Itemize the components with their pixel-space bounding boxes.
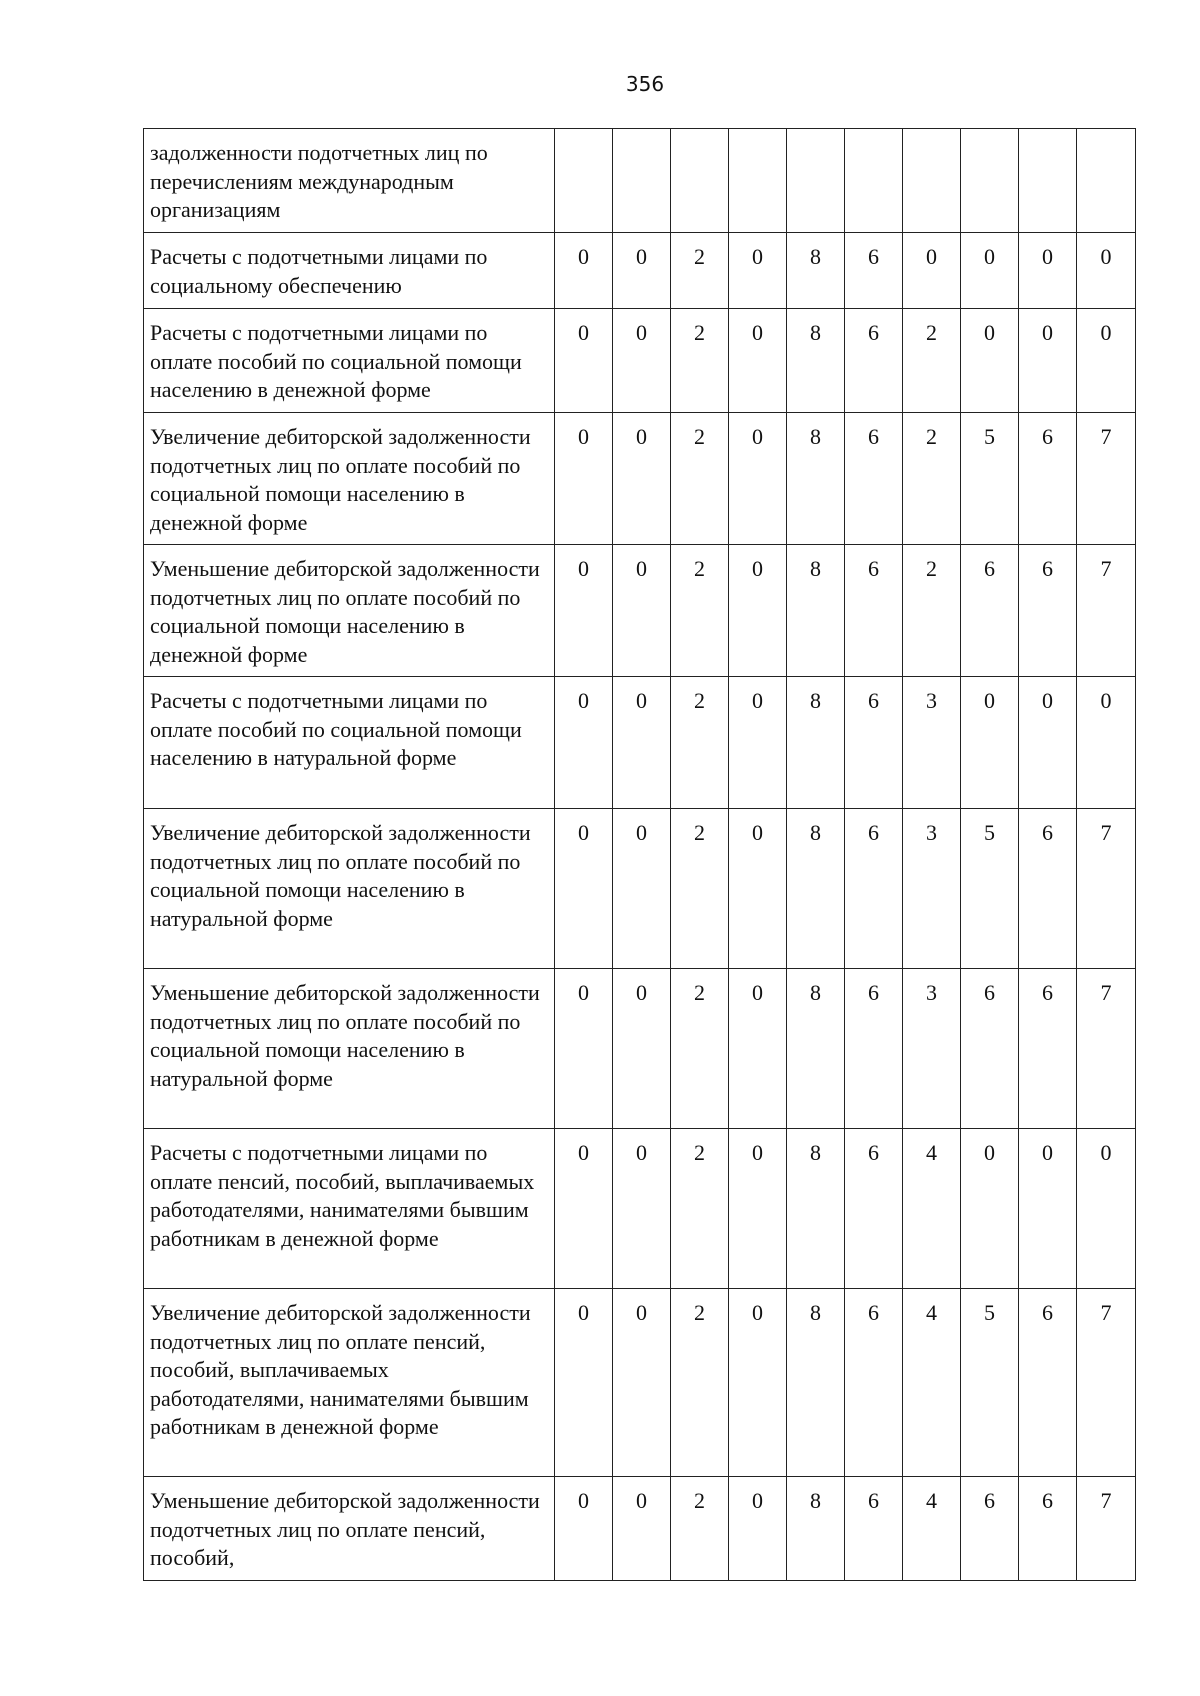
- account-digit-cell: 0: [555, 233, 613, 309]
- table-row: [144, 413, 1136, 545]
- account-digit-cell: 0: [1019, 233, 1077, 309]
- account-digit-cell: 0: [555, 969, 613, 1129]
- account-digit-cell: 2: [903, 545, 961, 677]
- account-digit-cell: 5: [961, 809, 1019, 969]
- account-digit-cell: 6: [1019, 413, 1077, 545]
- account-digit-cell: 6: [845, 309, 903, 413]
- account-digit-cell: 6: [1019, 809, 1077, 969]
- account-digit-cell: 6: [845, 1477, 903, 1581]
- account-digit-cell: 0: [729, 413, 787, 545]
- account-digit-cell: [671, 129, 729, 233]
- account-digit-cell: 8: [787, 545, 845, 677]
- account-digit-cell: 8: [787, 677, 845, 809]
- account-digit-cell: 0: [613, 309, 671, 413]
- account-digit-cell: 2: [671, 1289, 729, 1477]
- account-digit-cell: 0: [729, 233, 787, 309]
- account-digit-cell: 4: [903, 1289, 961, 1477]
- account-digit-cell: 8: [787, 233, 845, 309]
- account-digit-cell: 8: [787, 969, 845, 1129]
- account-digit-cell: 0: [613, 677, 671, 809]
- row-description: Увеличение дебиторской задолженности подотчетных лиц по оплате пенсий, пособий, выплачиваемых работодателями, нанимателями бывшим работникам в денежной форме: [144, 1289, 555, 1477]
- account-digit-cell: 0: [613, 1289, 671, 1477]
- account-digit-cell: 0: [555, 413, 613, 545]
- account-digit-cell: 0: [555, 1289, 613, 1477]
- table-row: [144, 969, 1136, 1129]
- account-digit-cell: 6: [845, 809, 903, 969]
- account-digit-cell: 0: [613, 809, 671, 969]
- account-digit-cell: 6: [961, 545, 1019, 677]
- account-digit-cell: 7: [1077, 545, 1136, 677]
- page-number: 356: [625, 72, 665, 96]
- row-description: Расчеты с подотчетными лицами по оплате пенсий, пособий, выплачиваемых работодателями, нанимателями бывшим работникам в денежной форме: [144, 1129, 555, 1289]
- account-digit-cell: 5: [961, 413, 1019, 545]
- account-digit-cell: 0: [1077, 309, 1136, 413]
- row-description: Уменьшение дебиторской задолженности подотчетных лиц по оплате пособий по социальной помощи населению в денежной форме: [144, 545, 555, 677]
- account-digit-cell: 3: [903, 969, 961, 1129]
- table-row: [144, 1129, 1136, 1289]
- account-digit-cell: 0: [613, 969, 671, 1129]
- account-digit-cell: 3: [903, 809, 961, 969]
- account-digit-cell: 2: [671, 809, 729, 969]
- account-digit-cell: 0: [555, 545, 613, 677]
- account-digit-cell: 0: [1077, 233, 1136, 309]
- account-digit-cell: 8: [787, 809, 845, 969]
- table-body: [144, 129, 1136, 1581]
- account-digit-cell: 0: [555, 309, 613, 413]
- account-digit-cell: 0: [729, 1129, 787, 1289]
- account-digit-cell: 6: [845, 969, 903, 1129]
- account-digit-cell: 6: [1019, 545, 1077, 677]
- table-row: [144, 545, 1136, 677]
- account-digit-cell: 6: [961, 1477, 1019, 1581]
- row-description: Расчеты с подотчетными лицами по социальному обеспечению: [144, 233, 555, 309]
- row-description: Увеличение дебиторской задолженности подотчетных лиц по оплате пособий по социальной помощи населению в денежной форме: [144, 413, 555, 545]
- account-digit-cell: 2: [671, 1477, 729, 1581]
- account-digit-cell: 0: [903, 233, 961, 309]
- account-digit-cell: 7: [1077, 1289, 1136, 1477]
- table-row: [144, 1477, 1136, 1581]
- account-digit-cell: [1077, 129, 1136, 233]
- account-digit-cell: 8: [787, 1289, 845, 1477]
- account-digit-cell: 6: [1019, 1289, 1077, 1477]
- account-digit-cell: 0: [961, 1129, 1019, 1289]
- account-digit-cell: 4: [903, 1129, 961, 1289]
- account-digit-cell: 2: [671, 677, 729, 809]
- row-description: задолженности подотчетных лиц по перечислениям международным организациям: [144, 129, 555, 233]
- account-digit-cell: 6: [845, 545, 903, 677]
- account-digit-cell: 0: [729, 969, 787, 1129]
- account-digit-cell: 3: [903, 677, 961, 809]
- account-digit-cell: [845, 129, 903, 233]
- table-row: [144, 809, 1136, 969]
- account-digit-cell: 0: [1077, 677, 1136, 809]
- account-digit-cell: 0: [1019, 677, 1077, 809]
- account-digit-cell: 0: [729, 677, 787, 809]
- account-digit-cell: 2: [903, 309, 961, 413]
- account-digit-cell: 0: [613, 1477, 671, 1581]
- account-digit-cell: 6: [845, 1129, 903, 1289]
- account-digit-cell: 2: [671, 545, 729, 677]
- account-digit-cell: 2: [671, 309, 729, 413]
- account-digit-cell: 8: [787, 413, 845, 545]
- account-digit-cell: 0: [613, 545, 671, 677]
- account-digit-cell: [961, 129, 1019, 233]
- account-codes-table: [143, 128, 1136, 1581]
- account-digit-cell: 4: [903, 1477, 961, 1581]
- account-digit-cell: [787, 129, 845, 233]
- account-digit-cell: 0: [961, 677, 1019, 809]
- account-digit-cell: [729, 129, 787, 233]
- account-digit-cell: 0: [555, 677, 613, 809]
- account-digit-cell: 6: [845, 413, 903, 545]
- account-digit-cell: 8: [787, 1129, 845, 1289]
- account-digit-cell: 0: [1019, 309, 1077, 413]
- account-digit-cell: 7: [1077, 809, 1136, 969]
- account-digit-cell: 7: [1077, 969, 1136, 1129]
- account-digit-cell: 0: [729, 545, 787, 677]
- account-digit-cell: 0: [729, 1289, 787, 1477]
- account-digit-cell: 6: [845, 677, 903, 809]
- table-row: [144, 309, 1136, 413]
- account-digit-cell: 0: [613, 413, 671, 545]
- table-row: [144, 1289, 1136, 1477]
- account-digit-cell: 2: [671, 413, 729, 545]
- account-digit-cell: 0: [729, 309, 787, 413]
- account-digit-cell: 6: [1019, 969, 1077, 1129]
- account-digit-cell: 0: [555, 809, 613, 969]
- account-digit-cell: 2: [671, 1129, 729, 1289]
- account-digit-cell: [555, 129, 613, 233]
- row-description: Увеличение дебиторской задолженности подотчетных лиц по оплате пособий по социальной помощи населению в натуральной форме: [144, 809, 555, 969]
- account-digit-cell: [903, 129, 961, 233]
- table-row: [144, 129, 1136, 233]
- account-digit-cell: 0: [555, 1477, 613, 1581]
- account-digit-cell: 6: [961, 969, 1019, 1129]
- account-digit-cell: 0: [555, 1129, 613, 1289]
- account-digit-cell: 2: [671, 969, 729, 1129]
- account-digit-cell: 6: [845, 1289, 903, 1477]
- account-digit-cell: [1019, 129, 1077, 233]
- row-description: Расчеты с подотчетными лицами по оплате пособий по социальной помощи населению в натуральной форме: [144, 677, 555, 809]
- row-description: Уменьшение дебиторской задолженности подотчетных лиц по оплате пособий по социальной помощи населению в натуральной форме: [144, 969, 555, 1129]
- account-digit-cell: 6: [1019, 1477, 1077, 1581]
- account-digit-cell: 0: [613, 1129, 671, 1289]
- table-row: [144, 677, 1136, 809]
- account-digit-cell: 2: [671, 233, 729, 309]
- row-description: Уменьшение дебиторской задолженности подотчетных лиц по оплате пенсий, пособий,: [144, 1477, 555, 1581]
- account-digit-cell: [613, 129, 671, 233]
- table-row: [144, 233, 1136, 309]
- account-digit-cell: 6: [845, 233, 903, 309]
- account-digit-cell: 0: [1077, 1129, 1136, 1289]
- row-description: Расчеты с подотчетными лицами по оплате пособий по социальной помощи населению в денежной форме: [144, 309, 555, 413]
- account-digit-cell: 5: [961, 1289, 1019, 1477]
- account-digit-cell: 0: [729, 1477, 787, 1581]
- account-digit-cell: 0: [729, 809, 787, 969]
- account-digit-cell: 0: [613, 233, 671, 309]
- account-digit-cell: 8: [787, 309, 845, 413]
- account-digit-cell: 0: [1019, 1129, 1077, 1289]
- account-digit-cell: 7: [1077, 413, 1136, 545]
- account-digit-cell: 0: [961, 233, 1019, 309]
- account-digit-cell: 0: [961, 309, 1019, 413]
- account-digit-cell: 7: [1077, 1477, 1136, 1581]
- account-digit-cell: 8: [787, 1477, 845, 1581]
- account-digit-cell: 2: [903, 413, 961, 545]
